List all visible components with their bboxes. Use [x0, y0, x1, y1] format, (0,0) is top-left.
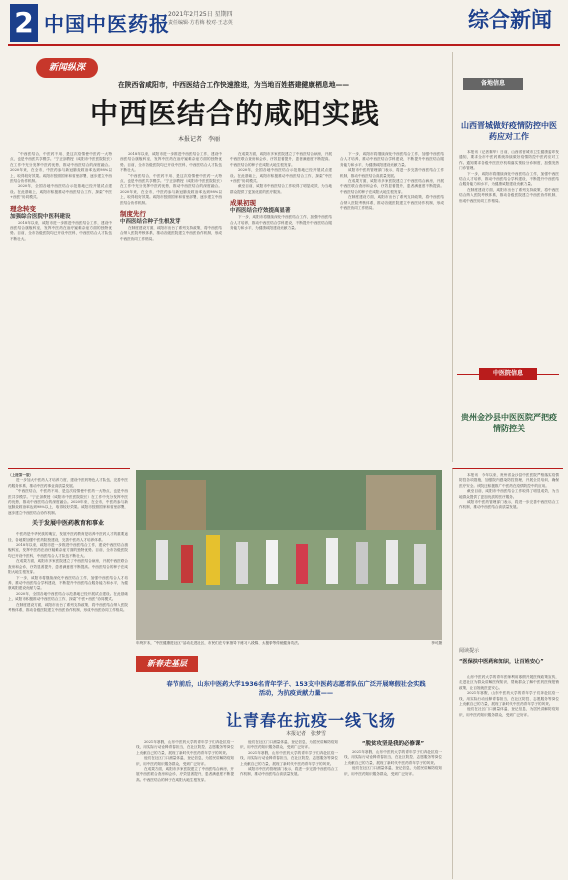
left-bottom-para3: 中医药是中华民族的瑰宝，发展中医药教育是培养中医药人才的重要途径，各地要加强中医药院校建设，完善中医药人才培养体系。: [8, 532, 128, 542]
left-bottom-para2: “中西医结合，中医药不用、是这次疫情使中医药一大特点，也是中西医共享模学。”宁正剑教授（咸阳市中医医院院长）在工作中充分发挥中医药优势，推动中西医结合的深度融合。2020年来，在全市，中医药参与新冠肺炎救治率达到98%以上，取得较好效果。咸阳市按照国家和省里部署，逐步建立中西医结合协作机制。: [8, 489, 128, 515]
lead-col3-para: 在成果方面，咸阳市多家医院建立了中西医结合病房，开展中西医联合查房和会诊，疗效显著提升，患者满意度不断提高。中西医结合的种子在咸阳大地生根发芽。: [230, 152, 332, 167]
lead-col1: [10, 152, 112, 452]
lead-kicker: 在陕西省咸阳市，中西医结合工作快速推进，为当地百姓搭建健康栖息地——: [118, 81, 350, 89]
right-bottom-headline: “医保扶中医药和知识，让百姓安心”: [459, 659, 544, 665]
paper-name: 中国中医药报: [44, 12, 170, 36]
sidebar1-headline: 山西晋城做好疫情防控中医药应对工作: [461, 121, 557, 141]
right-sidebar: [452, 52, 563, 462]
page-header: [0, 0, 568, 50]
left-bottom-sub: 关于发展中医药教育和事业: [31, 520, 104, 528]
header-rule: [8, 44, 560, 46]
issue-date: 2021年2月25日 星期四: [168, 11, 233, 18]
news-photo: [136, 470, 442, 652]
lead-sub3-heading: 中西医结合疗效提高显著: [230, 208, 291, 215]
bottom-col1-para3: 在成果方面，咸阳市多家医院建立了中西医结合病房，开展中西医联合查房和会诊，疗效显著提升，患者满意度不断提高。中西医结合的种子在咸阳大地生根发芽。: [136, 767, 234, 782]
bottom-col1: [136, 740, 234, 874]
lead-sub1: 理念转变: [10, 204, 36, 213]
sidebar1-tag: 备地信息: [463, 78, 523, 90]
bottom-col1-para2: 他们在社区门口测量体温、登记信息，为居民讲解防疫知识，用中医药知识服务群众，受到广泛好评。: [136, 756, 234, 766]
page-number: 2: [10, 4, 38, 42]
bottom-col2-para: 他们在社区门口测量体温、登记信息，为居民讲解防疫知识，用中医药知识服务群众，受到广泛好评。: [240, 740, 338, 750]
right-bottom-tag: 阅读提示: [459, 648, 480, 654]
sidebar2-tag: 中医院信息: [479, 368, 537, 380]
lead-col3: [230, 152, 332, 452]
lead-col2-para2: “中西医结合，中医药不用、是这次疫情使中医药一大特点，也是中西医共享模学。”宁正剑教授（咸阳市中医医院院长）在工作中充分发挥中医药优势，推动中西医结合的深度融合。2020年来，在全市，中医药参与新冠肺炎救治率达到98%以上，取得较好效果。咸阳市按照国家和省里部署，逐步建立中西医结合协作机制。: [120, 173, 222, 205]
sidebar2-para: 本报讯 今年以来，贵州省金沙县中医医院严格落实疫情防控各项措施，加强院内感染防控管理，开展全员培训，确保医疗安全。该院还积极推广中医药在疫情防控中的应用。: [459, 473, 559, 488]
right-bottom-sidebar: [452, 468, 563, 879]
bottom-col3-para: 2021年寒假，山东中医药大学的青年学子们奔赴抗疫一线，用实际行动诠释青春担当，在社区防控、志愿服务等岗位上贡献自己的力量，展现了新时代中医药青年学子的风采。: [344, 750, 442, 765]
lead-col1-para2: 2020年，全国各地中西医结合示范基地已经开展试点建设。在此基础上，咸阳市积极推动中西医结合工作，探索“中医+西医”协同模式。: [10, 184, 112, 200]
left-bottom-para4: 2018年以来，咸阳市进一步推进中西医结合工作，建设中西医结合旗舰科室，发挥中医药在治疗疑难杂症方面的独特优势。目前，全市各级医院均已开设中医科，中西医结合人才队伍不断壮大。: [8, 543, 128, 558]
bottom-byline: 本报记者 张梦雪: [286, 731, 327, 737]
left-bottom-column: [8, 468, 130, 879]
left-bottom-para7: 2020年，全国各地中西医结合示范基地已经开展试点建设。在此基础上，咸阳市积极推动中西医结合工作，探索“中医+西医”协同模式。: [8, 591, 128, 602]
bottom-story: [136, 656, 446, 878]
right-bottom-para: 山东中医药大学的青年医师利用寒假开展医保政策宣传，走进社区为群众讲解医保知识，帮助群众了解中医药医保报销政策，让百姓就医更安心。: [459, 675, 559, 690]
sidebar1-body: [459, 150, 559, 350]
lead-col1-para: “中西医结合，中医药不用、是这次疫情使中医药一大特点，也是中西医共享模学。”宁正剑教授（咸阳市中医医院院长）在工作中充分发挥中医药优势，推动中西医结合的深度融合。2020年来，在全市，中医药参与新冠肺炎救治率达到98%以上，取得较好效果。咸阳市按照国家和省里部署，逐步建立中西医结合协作机制。: [10, 152, 112, 184]
sidebar1-para3: 在制度建设方面，咸阳市出台了系列支持政策，将中西医结合纳入医院考核体系，推动各级医院建立中西医协作机制，形成中西医协同工作格局。: [459, 187, 559, 203]
bottom-col3: [344, 740, 442, 874]
lead-byline: 本报记者 李丽: [178, 136, 221, 143]
bottom-col2-para2: 2021年寒假，山东中医药大学的青年学子们奔赴抗疫一线，用实际行动诠释青春担当，在社区防控、志愿服务等岗位上贡献自己的力量，展现了新时代中医药青年学子的风采。: [240, 750, 338, 766]
right-bottom-para3: 他们在社区门口测量体温、登记信息，为居民讲解防疫知识，用中医药知识服务群众，受到广泛好评。: [459, 707, 559, 717]
right-bottom-text: [459, 675, 559, 875]
lead-col4-para: 下一步，咸阳市将继续深化中西医结合工作，加强中西医结合人才培养，推动中西医结合学科建设，不断提升中西医结合服务能力和水平，为健康咸阳建设贡献力量。: [340, 152, 444, 167]
left-bottom-para5: 在成果方面，咸阳市多家医院建立了中西医结合病房，开展中西医联合查房和会诊，疗效显著提升，患者满意度不断提高。中西医结合的种子在咸阳大地生根发芽。: [8, 559, 128, 575]
lead-col3-para2: 2020年，全国各地中西医结合示范基地已经开展试点建设。在此基础上，咸阳市积极推动中西医结合工作，探索“中医+西医”协同模式。: [230, 168, 332, 184]
lead-col4-para2: 咸阳市中医药管理部门表示，将进一步完善中西医结合工作机制，推动中西医结合高质量发展。: [340, 168, 444, 178]
bottom-sub: “脱贫攻坚是我的必修课”: [361, 741, 425, 747]
sidebar2-headline: 贵州金沙县中医医院严把疫情防控关: [461, 413, 557, 433]
left-bottom-para: 进一步加大中医药人才培养力度，建设中医药特色人才队伍，完善中医药服务体系，推动中医药事业高质量发展。: [8, 478, 128, 488]
sidebar1-para: 本报讯（记者秦华）日前，山西省晋城市卫生健康委印发通知，要求全市中医药系统持续做好疫情防控中医药应对工作。通知要求各级中医医疗机构落实预检分诊制度，加强发热门诊管理。: [459, 150, 559, 171]
right-bottom-para2: 2021年寒假，山东中医药大学的青年学子们奔赴抗疫一线，用实际行动诠释青春担当，在社区防控、志愿服务等岗位上贡献自己的力量，展现了新时代中医药青年学子的风采。: [459, 691, 559, 707]
lead-sub3: 成果初现: [230, 199, 256, 208]
lead-col3-para4: 下一步，咸阳市将继续深化中西医结合工作，加强中西医结合人才培养，推动中西医结合学科建设，不断提升中西医结合服务能力和水平，为健康咸阳建设贡献力量。: [230, 215, 332, 231]
right-bottom-text-top: [459, 473, 559, 633]
lead-sub1-heading: 加强综合医院中医科建设: [10, 213, 71, 220]
lead-sub2-heading: 中西医结合种子生根发芽: [120, 219, 181, 226]
lead-col2-para3: 在制度建设方面，咸阳市出台了系列支持政策，将中西医结合纳入医院考核体系，推动各级医院建立中西医协作机制，形成中西医协同工作格局。: [120, 226, 222, 241]
bottom-col3-para2: 他们在社区门口测量体温、登记信息，为居民讲解防疫知识，用中医药知识服务群众，受到广泛好评。: [344, 766, 442, 776]
left-bottom-text: [8, 473, 128, 873]
lead-col4-para3: 在成果方面，咸阳市多家医院建立了中西医结合病房，开展中西医联合查房和会诊，疗效显著提升，患者满意度不断提高。中西医结合的种子在咸阳大地生根发芽。: [340, 179, 444, 194]
lead-col3-para3: 截至目前，咸阳市中西医结合工作取得了明显成效，为当地群众提供了更加优质的医疗服务。: [230, 184, 332, 194]
photo-credit: 李可摄: [431, 641, 442, 645]
lead-col2-para: 2018年以来，咸阳市进一步推进中西医结合工作，建设中西医结合旗舰科室，发挥中医药在治疗疑难杂症方面的独特优势。目前，全市各级医院均已开设中医科，中西医结合人才队伍不断壮大。: [120, 152, 222, 173]
bottom-kicker: 春节前后，山东中医药大学1936名青年学子、153支中医药志愿者队伍广泛开展寒假社会实践活动，为抗疫贡献力量——: [166, 681, 426, 697]
editors-line: 责任编辑·方若梅 校对·王志英: [168, 20, 233, 26]
bottom-col2: [240, 740, 338, 874]
lead-sub2: 制度先行: [120, 210, 146, 219]
left-bottom-cont: （上接第一版）: [8, 473, 34, 477]
lead-col4: [340, 152, 444, 452]
sidebar2-para3: 咸阳市中医药管理部门表示，将进一步完善中西医结合工作机制，推动中西医结合高质量发展。: [459, 500, 559, 510]
photo-caption: [136, 641, 442, 646]
section-title: 综合新闻: [468, 8, 552, 32]
lead-headline: 中西医结合的咸阳实践: [90, 97, 381, 130]
tai-chi-photo: [136, 470, 442, 640]
bottom-headline: 让青春在抗疫一线飞扬: [226, 711, 397, 730]
lead-story: [8, 52, 448, 462]
bottom-col2-para3: 咸阳市中医药管理部门表示，将进一步完善中西医结合工作机制，推动中西医结合高质量发展。: [240, 767, 338, 777]
sidebar2-para2: 截至目前，咸阳市中西医结合工作取得了明显成效，为当地群众提供了更加优质的医疗服务。: [459, 489, 559, 499]
lead-col1-para3: 2018年以来，咸阳市进一步推进中西医结合工作，建设中西医结合旗舰科室，发挥中医药在治疗疑难杂症方面的独特优势。目前，全市各级医院均已开设中医科，中西医结合人才队伍不断壮大。: [10, 220, 112, 241]
bottom-tag: 新春走基层: [136, 656, 198, 672]
lead-kicker-tag: 新闻纵深: [36, 58, 98, 78]
lead-col2: [120, 152, 222, 452]
bottom-col1-para: 2021年寒假，山东中医药大学的青年学子们奔赴抗疫一线，用实际行动诠释青春担当，在社区防控、志愿服务等岗位上贡献自己的力量，展现了新时代中医药青年学子的风采。: [136, 740, 234, 755]
left-bottom-para8: 在制度建设方面，咸阳市出台了系列支持政策，将中西医结合纳入医院考核体系，推动各级医院建立中西医协作机制，形成中西医协同工作格局。: [8, 602, 128, 612]
photo-caption-text: 年终岁末，“中医健康进社区”活动走进社区，市民们在专家指导下练习八段锦、太极拳等传统健身功法。: [136, 641, 302, 645]
sidebar1-para2: 下一步，咸阳市将继续深化中西医结合工作，加强中西医结合人才培养，推动中西医结合学科建设，不断提升中西医结合服务能力和水平，为健康咸阳建设贡献力量。: [459, 171, 559, 187]
lead-col4-para4: 在制度建设方面，咸阳市出台了系列支持政策，将中西医结合纳入医院考核体系，推动各级医院建立中西医协作机制，形成中西医协同工作格局。: [340, 195, 444, 211]
left-bottom-para6: 下一步，咸阳市将继续深化中西医结合工作，加强中西医结合人才培养，推动中西医结合学科建设，不断提升中西医结合服务能力和水平，为健康咸阳建设贡献力量。: [8, 575, 128, 591]
